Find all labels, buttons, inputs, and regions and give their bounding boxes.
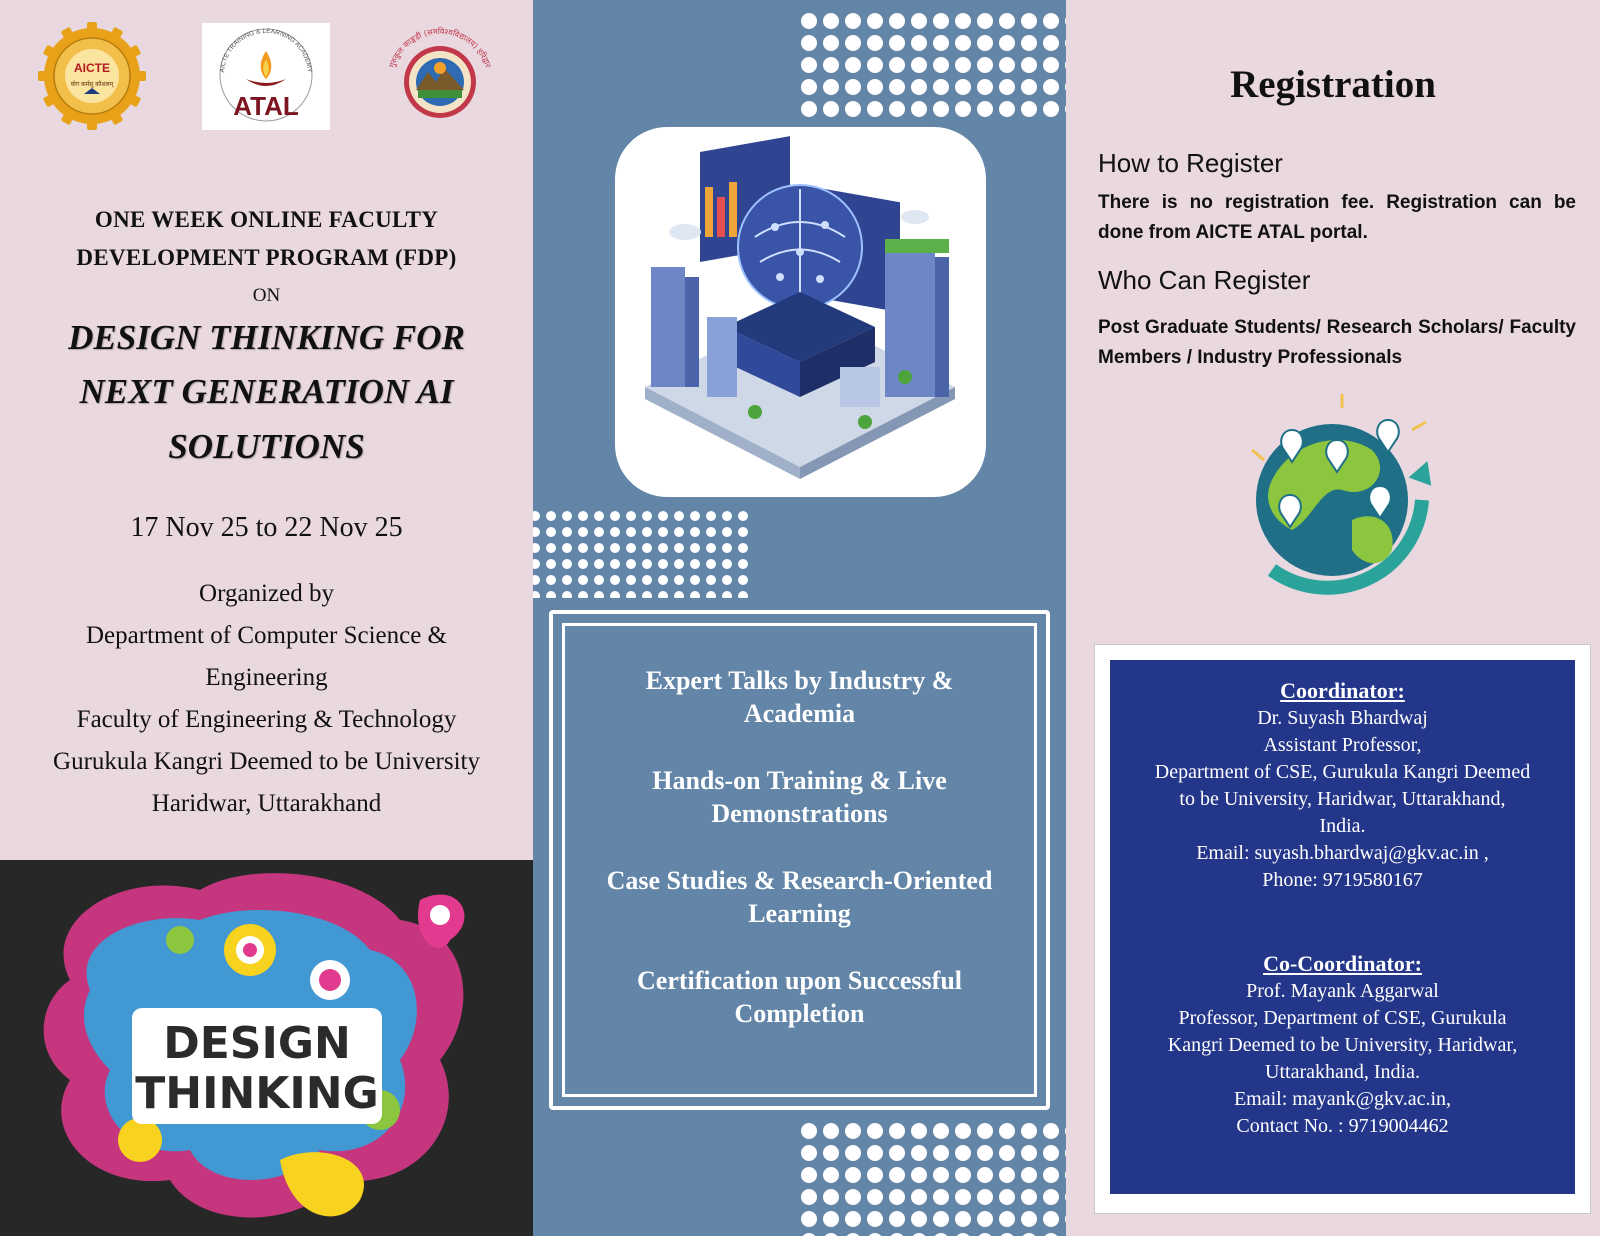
coordinator-phone: Phone: 9719580167	[1262, 869, 1423, 891]
atal-logo	[202, 23, 330, 130]
left-panel	[0, 0, 533, 1236]
right-panel	[1066, 0, 1600, 1236]
atal-logo-text: ATAL	[233, 91, 299, 121]
gkv-ring-text: गुरुकुल काङ्गड़ी (समविश्वविद्यालय) हरिद्वार	[387, 26, 493, 69]
co-coordinator-line-4: Uttarakhand, India.	[1265, 1061, 1420, 1083]
aicte-logo	[38, 22, 146, 130]
feature-1-line-1: Expert Talks by Industry &	[645, 666, 954, 695]
co-coordinator-line-2: Professor, Department of CSE, Gurukula	[1178, 1007, 1507, 1029]
co-coordinator-heading: Co-Coordinator:	[1263, 951, 1422, 976]
aicte-motto: योग कर्मसु कौशलम्	[70, 81, 114, 88]
co-coordinator-line-3: Kangri Deemed to be University, Haridwar,	[1167, 1034, 1518, 1056]
coordinator-line-5: India.	[1319, 815, 1366, 837]
co-coordinator-phone: Contact No. : 9719004462	[1236, 1115, 1449, 1137]
gkv-university-logo	[376, 20, 504, 132]
co-coordinator-line-1: Prof. Mayank Aggarwal	[1246, 980, 1439, 1002]
aicte-logo-text: AICTE	[74, 61, 110, 75]
feature-1-line-2: Academia	[743, 699, 856, 728]
atal-ring-text: AICTE TRAINING & LEARNING ACADEMY	[219, 27, 313, 73]
feature-2-line-2: Demonstrations	[711, 799, 888, 828]
feature-2-line-1: Hands-on Training & Live	[652, 766, 947, 795]
coordinator-line-4: to be University, Haridwar, Uttarakhand,	[1179, 788, 1506, 810]
organizer-line-5: Haridwar, Uttarakhand	[151, 790, 382, 817]
co-coordinator-email: Email: mayank@gkv.ac.in,	[1233, 1088, 1452, 1110]
dot-pattern-left	[533, 508, 753, 598]
coordinator-heading: Coordinator:	[1280, 678, 1405, 703]
design-thinking-illustration	[0, 860, 533, 1236]
globe-icon	[1222, 390, 1462, 610]
coordinator-line-2: Assistant Professor,	[1263, 734, 1422, 756]
fdp-heading-line-2: DEVELOPMENT PROGRAM (FDP)	[76, 245, 457, 270]
coordinator-email: Email: suyash.bhardwaj@gkv.ac.in ,	[1196, 842, 1489, 864]
ai-city-illustration-card	[615, 127, 986, 497]
dot-pattern-bottom	[798, 1120, 1066, 1236]
organizer-line-2: Engineering	[205, 664, 328, 691]
how-to-register-heading: How to Register	[1098, 148, 1283, 178]
who-can-register-heading: Who Can Register	[1098, 265, 1311, 295]
fdp-heading-line-1: ONE WEEK ONLINE FACULTY	[94, 207, 439, 232]
feature-item-case-studies	[533, 864, 1066, 930]
feature-4-line-2: Completion	[734, 999, 865, 1028]
organized-by-label: Organized by	[199, 580, 334, 607]
feature-4-line-1: Certification upon Successful	[637, 966, 962, 995]
feature-item-hands-on-training	[533, 764, 1066, 830]
program-title-line-2: NEXT GENERATION AI	[79, 372, 454, 411]
program-dates: 17 Nov 25 to 22 Nov 25	[130, 512, 403, 543]
coordinator-line-1: Dr. Suyash Bhardwaj	[1257, 707, 1428, 729]
feature-item-certification	[533, 964, 1066, 1030]
design-thinking-word-1: DESIGN	[163, 1018, 351, 1069]
organizer-line-3: Faculty of Engineering & Technology	[76, 706, 457, 733]
dot-pattern-top	[798, 10, 1066, 122]
organizer-line-4: Gurukula Kangri Deemed to be University	[53, 748, 480, 775]
how-to-register-text: There is no registration fee. Registration can be done from AICTE ATAL portal.	[1098, 192, 1576, 243]
design-thinking-word-2: THINKING	[135, 1068, 379, 1119]
feature-3-line-1: Case Studies & Research-Oriented	[606, 866, 993, 895]
fdp-on-label: ON	[252, 285, 281, 306]
feature-item-expert-talks	[533, 664, 1066, 730]
who-can-register-text: Post Graduate Students/ Research Scholars/ Faculty Members / Industry Professionals	[1098, 317, 1576, 368]
feature-3-line-2: Learning	[748, 899, 851, 928]
registration-heading: Registration	[1230, 63, 1436, 106]
program-title-line-1: DESIGN THINKING FOR	[68, 318, 465, 357]
middle-panel	[533, 0, 1066, 1236]
coordinator-line-3: Department of CSE, Gurukula Kangri Deemed	[1154, 761, 1531, 783]
organizer-line-1: Department of Computer Science &	[86, 622, 447, 649]
program-title-line-3: SOLUTIONS	[168, 427, 365, 466]
